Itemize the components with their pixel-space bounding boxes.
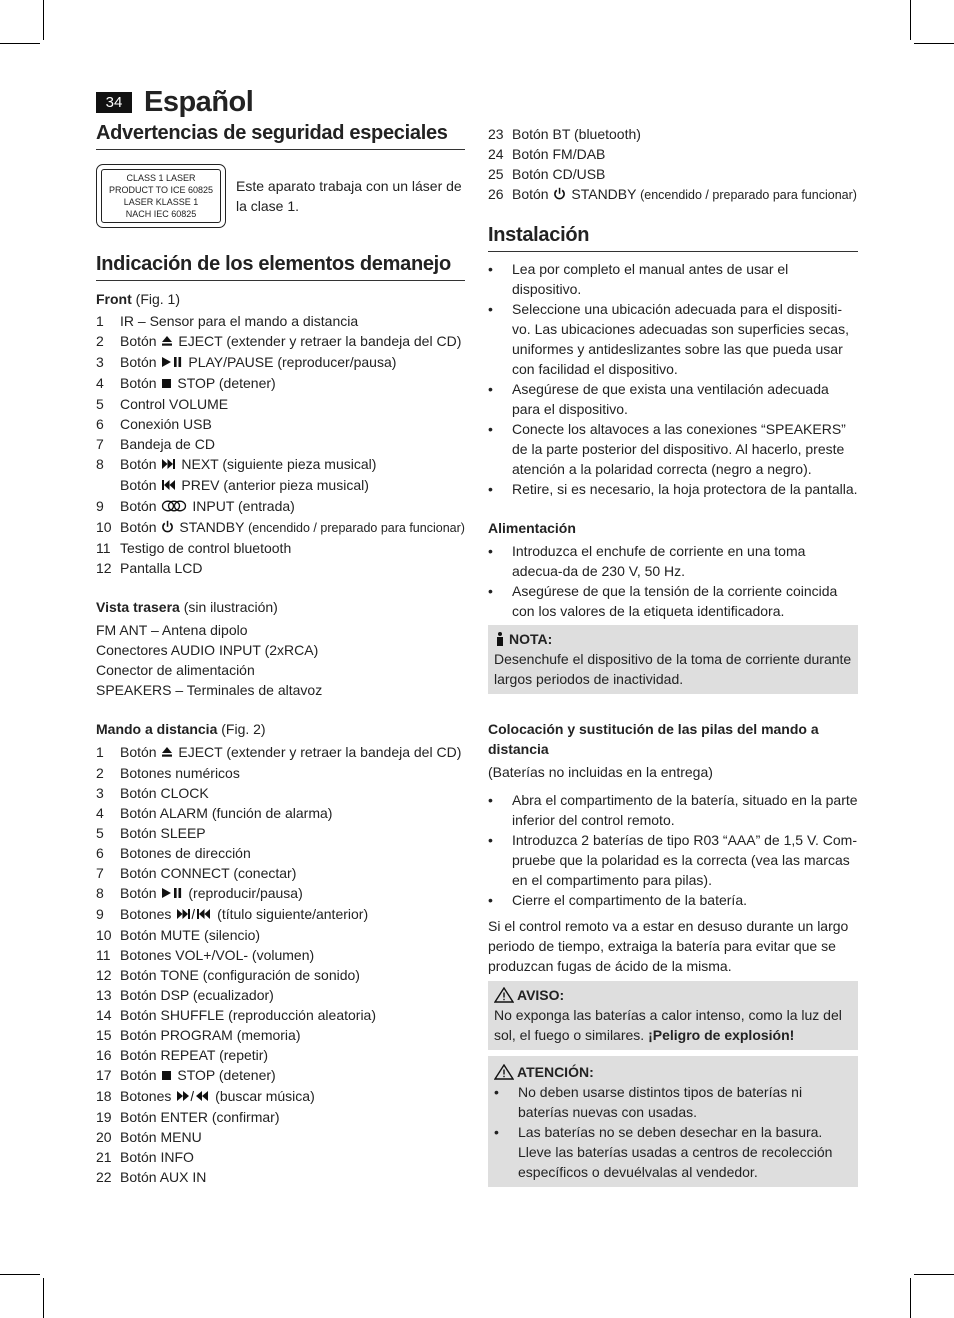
laser-label-line: LASER KLASSE 1 xyxy=(123,197,199,207)
crop-mark xyxy=(910,0,911,40)
list-item-number: 10 xyxy=(96,927,112,943)
language-title: Español xyxy=(144,86,254,118)
stop-icon xyxy=(161,374,172,394)
list-item-text: Botón EJECT (extender y retraer la bandeja del CD) xyxy=(120,742,465,763)
warning-text: No exponga las baterías a calor intenso, como la luz del sol, el fuego o similares. xyxy=(494,1007,842,1043)
list-item xyxy=(96,454,465,475)
list-item xyxy=(96,352,465,373)
list-item: • Cierre el compartimento de la batería. xyxy=(488,890,858,910)
list-item xyxy=(96,331,465,352)
list-item-text: Botones (título siguiente/anterior) xyxy=(120,904,465,925)
list-item-number: 6 xyxy=(96,416,104,432)
list-item xyxy=(96,1107,465,1127)
battery-subtitle: (Baterías no incluidas en la entrega) xyxy=(488,764,713,780)
list-item-text: Botón PREV (anterior pieza musical) xyxy=(120,475,465,496)
power-icon xyxy=(553,185,566,205)
laser-label-inner xyxy=(101,169,221,223)
list-item xyxy=(96,1025,465,1045)
list-item-text: Botón SHUFFLE (reproducción aleatoria) xyxy=(120,1007,377,1023)
list-item-text: Lea por completo el manual antes de usar el dispositivo. xyxy=(512,261,789,297)
list-item-text: Botones de dirección xyxy=(120,845,251,861)
list-item-text: Botón CLOCK xyxy=(120,785,209,801)
list-item: • No deben usarse distintos tipos de baterías ni baterías nuevas con usadas. xyxy=(494,1082,852,1122)
list-item-text: Botón PLAY/PAUSE (reproducer/pausa) xyxy=(120,352,465,373)
list-item xyxy=(96,1086,465,1107)
list-item: • Lea por completo el manual antes de usar el dispositivo. xyxy=(488,259,858,299)
list-item-text: Control VOLUME xyxy=(120,396,229,412)
laser-label-icon xyxy=(96,164,226,228)
crop-mark xyxy=(0,1274,40,1275)
list-item-number: 8 xyxy=(96,456,104,472)
list-item-number: 20 xyxy=(96,1129,112,1145)
list-item-note: (encendido / preparado para funcionar) xyxy=(640,188,857,202)
list-item-number: 10 xyxy=(96,519,112,535)
power-list xyxy=(488,541,858,621)
list-item xyxy=(96,843,465,863)
note-box xyxy=(488,625,858,694)
list-item xyxy=(96,1147,465,1167)
list-item-text: Botón ENTER (confirmar) xyxy=(120,1109,280,1125)
list-item: FM ANT – Antena dipolo xyxy=(96,622,248,638)
warning-triangle-icon xyxy=(494,987,514,1003)
list-item: SPEAKERS – Terminales de altavoz xyxy=(96,682,323,698)
page-header xyxy=(96,86,253,119)
caution-box xyxy=(488,1056,858,1187)
list-item-text: Conexión USB xyxy=(120,416,212,432)
next-track-icon xyxy=(161,455,176,475)
warning-heading xyxy=(494,985,852,1005)
front-title: Front xyxy=(96,291,132,307)
list-item-number: 24 xyxy=(488,146,504,162)
battery-heading: Colocación y sustitución de las pilas del mando a distancia xyxy=(488,721,819,757)
list-item xyxy=(96,742,465,763)
list-item-text: Cierre el compartimento de la batería. xyxy=(512,892,747,908)
list-item: • Abra el compartimento de la batería, situado en la parte inferior del control remoto. xyxy=(488,792,858,828)
list-item-text: Introduzca el enchufe de corriente en una toma adecua-da de 230 V, 50 Hz. xyxy=(512,543,806,579)
list-item-number: 3 xyxy=(96,354,104,370)
list-item-text: Seleccione una ubicación adecuada para el dispositi-vo. Las ubicaciones adecuadas son superficies secas, uniformes y antideslizantes sobre las que pueda usar con facilidad el dispositivo. xyxy=(512,301,849,377)
list-item xyxy=(488,124,858,144)
list-item xyxy=(96,803,465,823)
laser-label-line: NACH IEC 60825 xyxy=(125,209,197,219)
list-item-text: Botón EJECT (extender y retraer la bandeja del CD) xyxy=(120,331,465,352)
remote-title: Mando a distancia xyxy=(96,721,218,737)
list-item-text: Botón AUX IN xyxy=(120,1169,207,1185)
list-item xyxy=(96,373,465,394)
list-item-text: Conecte los altavoces a las conexiones “SPEAKERS” de la parte posterior del dispositivo. Al hacerlo, preste atención a la polaridad correcta (negro a negro). xyxy=(512,421,846,477)
list-item: • Conecte los altavoces a las conexiones “SPEAKERS” de la parte posterior del dispositivo. Al hacerlo, preste atención a la polaridad correcta (negro a negro). xyxy=(488,419,858,479)
rear-heading xyxy=(96,597,465,617)
list-item-text: Botones VOL+/VOL- (volumen) xyxy=(120,947,315,963)
warning-title: AVISO: xyxy=(517,987,565,1003)
list-item-number: 25 xyxy=(488,166,504,182)
list-item-text: Botón TONE (configuración de sonido) xyxy=(120,967,360,983)
list-item xyxy=(96,863,465,883)
list-item-text: Botón NEXT (siguiente pieza musical) xyxy=(120,454,465,475)
list-item xyxy=(96,1167,465,1187)
next-prev-icon xyxy=(176,905,212,925)
list-item xyxy=(96,783,465,803)
list-item xyxy=(96,517,465,538)
remote-list-continued xyxy=(488,124,858,205)
crop-mark xyxy=(914,1274,954,1275)
page-number: 34 xyxy=(96,92,132,113)
warning-box xyxy=(488,981,858,1050)
list-item-number: 7 xyxy=(96,865,104,881)
list-item-text: Botón PROGRAM (memoria) xyxy=(120,1027,301,1043)
list-item: Conectores AUDIO INPUT (2xRCA) xyxy=(96,642,319,658)
list-item-text: Asegúrese de que la tensión de la corriente coincida con los valores de la etiqueta identificadora. xyxy=(512,583,838,619)
list-item xyxy=(96,1005,465,1025)
crop-mark xyxy=(43,0,44,40)
list-item-number: 6 xyxy=(96,845,104,861)
list-item-text: Botón INPUT (entrada) xyxy=(120,496,465,517)
list-item xyxy=(96,904,465,925)
list-item-number: 5 xyxy=(96,825,104,841)
list-item-number: 26 xyxy=(488,186,504,202)
list-item-text: Asegúrese de que exista una ventilación adecuada para el dispositivo. xyxy=(512,381,829,417)
crop-mark xyxy=(0,43,40,44)
front-ref: (Fig. 1) xyxy=(131,291,180,307)
list-item-number: 13 xyxy=(96,987,112,1003)
list-item-number: 11 xyxy=(96,947,111,963)
list-item xyxy=(96,434,465,454)
note-text: Desenchufe el dispositivo de la toma de corriente durante largos periodos de inactividad. xyxy=(494,651,852,687)
input-icon xyxy=(161,497,187,517)
safety-heading: Advertencias de seguridad especiales xyxy=(96,123,465,150)
list-item xyxy=(96,311,465,331)
list-item-number: 23 xyxy=(488,126,504,142)
list-item-number: 4 xyxy=(96,375,104,391)
list-item-text: Botón STOP (detener) xyxy=(120,1065,465,1086)
rear-title: Vista trasera xyxy=(96,599,180,615)
list-item-number: 22 xyxy=(96,1169,112,1185)
eject-icon xyxy=(161,743,173,763)
controls-heading: Indicación de los elementos demanejo xyxy=(96,254,465,281)
power-icon xyxy=(161,518,174,538)
battery-list xyxy=(488,790,858,910)
list-item-number: 19 xyxy=(96,1109,112,1125)
list-item xyxy=(96,925,465,945)
right-column xyxy=(488,124,858,1187)
list-item-number: 1 xyxy=(96,313,104,329)
list-item-number: 16 xyxy=(96,1047,112,1063)
list-item-text: Botón REPEAT (repetir) xyxy=(120,1047,269,1063)
list-item-text: Botón MENU xyxy=(120,1129,202,1145)
list-item-text: Botón CD/USB xyxy=(512,166,606,182)
crop-mark xyxy=(43,1278,44,1318)
stop-icon xyxy=(161,1066,172,1086)
list-item xyxy=(96,394,465,414)
list-item-text: No deben usarse distintos tipos de baterías ni baterías nuevas con usadas. xyxy=(518,1084,803,1120)
list-item xyxy=(96,538,465,558)
list-item xyxy=(96,1045,465,1065)
list-item-text: Botón MUTE (silencio) xyxy=(120,927,261,943)
caution-heading xyxy=(494,1062,852,1082)
front-list xyxy=(96,311,465,578)
list-item-number: 2 xyxy=(96,333,104,349)
list-item-note: (encendido / preparado para funcionar) xyxy=(248,521,465,535)
list-item-text: IR – Sensor para el mando a distancia xyxy=(120,313,359,329)
list-item xyxy=(96,965,465,985)
list-item xyxy=(488,184,858,205)
info-icon xyxy=(494,632,506,646)
list-item xyxy=(488,164,858,184)
list-item-text: Introduzca 2 baterías de tipo R03 “AAA” de 1,5 V. Com-pruebe que la polaridad es la correcta (vea las marcas en el compartimento para pilas). xyxy=(512,832,858,888)
list-item-text: Botón BT (bluetooth) xyxy=(512,126,641,142)
play-pause-icon xyxy=(161,353,183,373)
list-item-text: Abra el compartimento de la batería, situado en la parte inferior del control remoto. xyxy=(512,792,858,828)
install-heading: Instalación xyxy=(488,225,858,252)
install-list xyxy=(488,259,858,499)
list-item: • Asegúrese de que la tensión de la corriente coincida con los valores de la etiqueta identificadora. xyxy=(488,581,858,621)
list-item-number: 7 xyxy=(96,436,104,452)
list-item-text: Botón (reproducir/pausa) xyxy=(120,883,465,904)
list-item xyxy=(96,1065,465,1086)
note-heading xyxy=(494,629,852,649)
front-heading xyxy=(96,289,465,309)
list-item-number: 12 xyxy=(96,560,112,576)
note-title: NOTA: xyxy=(509,631,553,647)
list-item-text: Botón SLEEP xyxy=(120,825,206,841)
list-item-text: Las baterías no se deben desechar en la basura. Lleve las baterías usadas a centros de recolección específicos o devuélvalas al vendedor. xyxy=(518,1124,833,1180)
list-item-number: 12 xyxy=(96,967,112,983)
list-item xyxy=(96,414,465,434)
left-column xyxy=(96,123,465,1187)
list-item: • Las baterías no se deben desechar en la basura. Lleve las baterías usadas a centros de recolección específicos o devuélvalas al vendedor. xyxy=(494,1122,852,1182)
list-item: • Asegúrese de que exista una ventilación adecuada para el dispositivo. xyxy=(488,379,858,419)
list-item xyxy=(96,945,465,965)
list-item-text: Botones numéricos xyxy=(120,765,240,781)
list-item xyxy=(96,496,465,517)
list-item-text: Botón STANDBY (encendido / preparado para funcionar) xyxy=(120,517,465,538)
list-item-text: Botón STANDBY (encendido / preparado para funcionar) xyxy=(512,184,858,205)
laser-text: Este aparato trabaja con un láser de la clase 1. xyxy=(236,178,462,214)
list-item xyxy=(96,883,465,904)
list-item-text: Botón ALARM (función de alarma) xyxy=(120,805,333,821)
power-heading: Alimentación xyxy=(488,520,576,536)
list-item: • Introduzca el enchufe de corriente en una toma adecua-da de 230 V, 50 Hz. xyxy=(488,541,858,581)
list-item-number: 8 xyxy=(96,885,104,901)
list-item-number: 2 xyxy=(96,765,104,781)
list-item-number: 9 xyxy=(96,498,104,514)
list-item-number: 21 xyxy=(96,1149,112,1165)
list-item-text: Testigo de control bluetooth xyxy=(120,540,292,556)
list-item-number: 9 xyxy=(96,906,104,922)
list-item xyxy=(96,823,465,843)
laser-label-line: CLASS 1 LASER xyxy=(126,173,196,183)
fast-forward-rewind-icon xyxy=(176,1087,210,1107)
list-item-text: Botón CONNECT (conectar) xyxy=(120,865,297,881)
list-item-number: 18 xyxy=(96,1088,112,1104)
list-item-text: Botón DSP (ecualizador) xyxy=(120,987,274,1003)
prev-track-icon xyxy=(161,476,176,496)
list-item-number: 4 xyxy=(96,805,104,821)
list-item xyxy=(96,985,465,1005)
remote-ref: (Fig. 2) xyxy=(217,721,266,737)
list-item-number: 5 xyxy=(96,396,104,412)
list-item-number: 1 xyxy=(96,744,104,760)
list-item xyxy=(96,1127,465,1147)
warning-text-block xyxy=(494,1005,852,1045)
list-item-text: Botones (buscar música) xyxy=(120,1086,465,1107)
battery-paragraph: Si el control remoto va a estar en desuso durante un largo periodo de tiempo, extraiga la batería para evitar que se produzcan fugas de ácido de la misma. xyxy=(488,918,849,974)
list-item xyxy=(96,763,465,783)
eject-icon xyxy=(161,332,173,352)
list-item-text: Botón INFO xyxy=(120,1149,194,1165)
list-item-text: Botón STOP (detener) xyxy=(120,373,465,394)
list-item: • Introduzca 2 baterías de tipo R03 “AAA” de 1,5 V. Com-pruebe que la polaridad es la correcta (vea las marcas en el compartimento para pilas). xyxy=(488,832,858,888)
list-item xyxy=(96,475,465,496)
rear-ref: (sin ilustración) xyxy=(179,599,278,615)
list-item: • Retire, si es necesario, la hoja protectora de la pantalla. xyxy=(488,481,858,497)
remote-heading xyxy=(96,719,465,739)
list-item-number xyxy=(96,475,120,496)
list-item-number: 11 xyxy=(96,540,111,556)
remote-list xyxy=(96,742,465,1187)
warning-emphasis: ¡Peligro de explosión! xyxy=(648,1027,795,1043)
list-item-number: 14 xyxy=(96,1007,112,1023)
list-item: Conector de alimentación xyxy=(96,662,255,678)
laser-label-line: PRODUCT TO ICE 60825 xyxy=(108,185,214,195)
list-item-number: 17 xyxy=(96,1067,112,1083)
warning-triangle-icon xyxy=(494,1064,514,1080)
rear-list xyxy=(96,620,465,700)
list-item-text: Retire, si es necesario, la hoja protectora de la pantalla. xyxy=(512,481,858,497)
list-item-number: 15 xyxy=(96,1027,112,1043)
caution-title: ATENCIÓN: xyxy=(517,1064,594,1080)
list-item-text: Pantalla LCD xyxy=(120,560,203,576)
laser-section xyxy=(96,164,465,228)
list-item xyxy=(488,144,858,164)
list-item-text: Botón FM/DAB xyxy=(512,146,606,162)
play-pause-icon xyxy=(161,884,183,904)
list-item-text: Bandeja de CD xyxy=(120,436,215,452)
list-item-number: 3 xyxy=(96,785,104,801)
crop-mark xyxy=(914,43,954,44)
list-item xyxy=(96,558,465,578)
list-item: • Seleccione una ubicación adecuada para el dispositi-vo. Las ubicaciones adecuadas son superficies secas, uniformes y antideslizantes sobre las que pueda usar con facilidad el dispositivo. xyxy=(488,299,858,379)
crop-mark xyxy=(910,1278,911,1318)
